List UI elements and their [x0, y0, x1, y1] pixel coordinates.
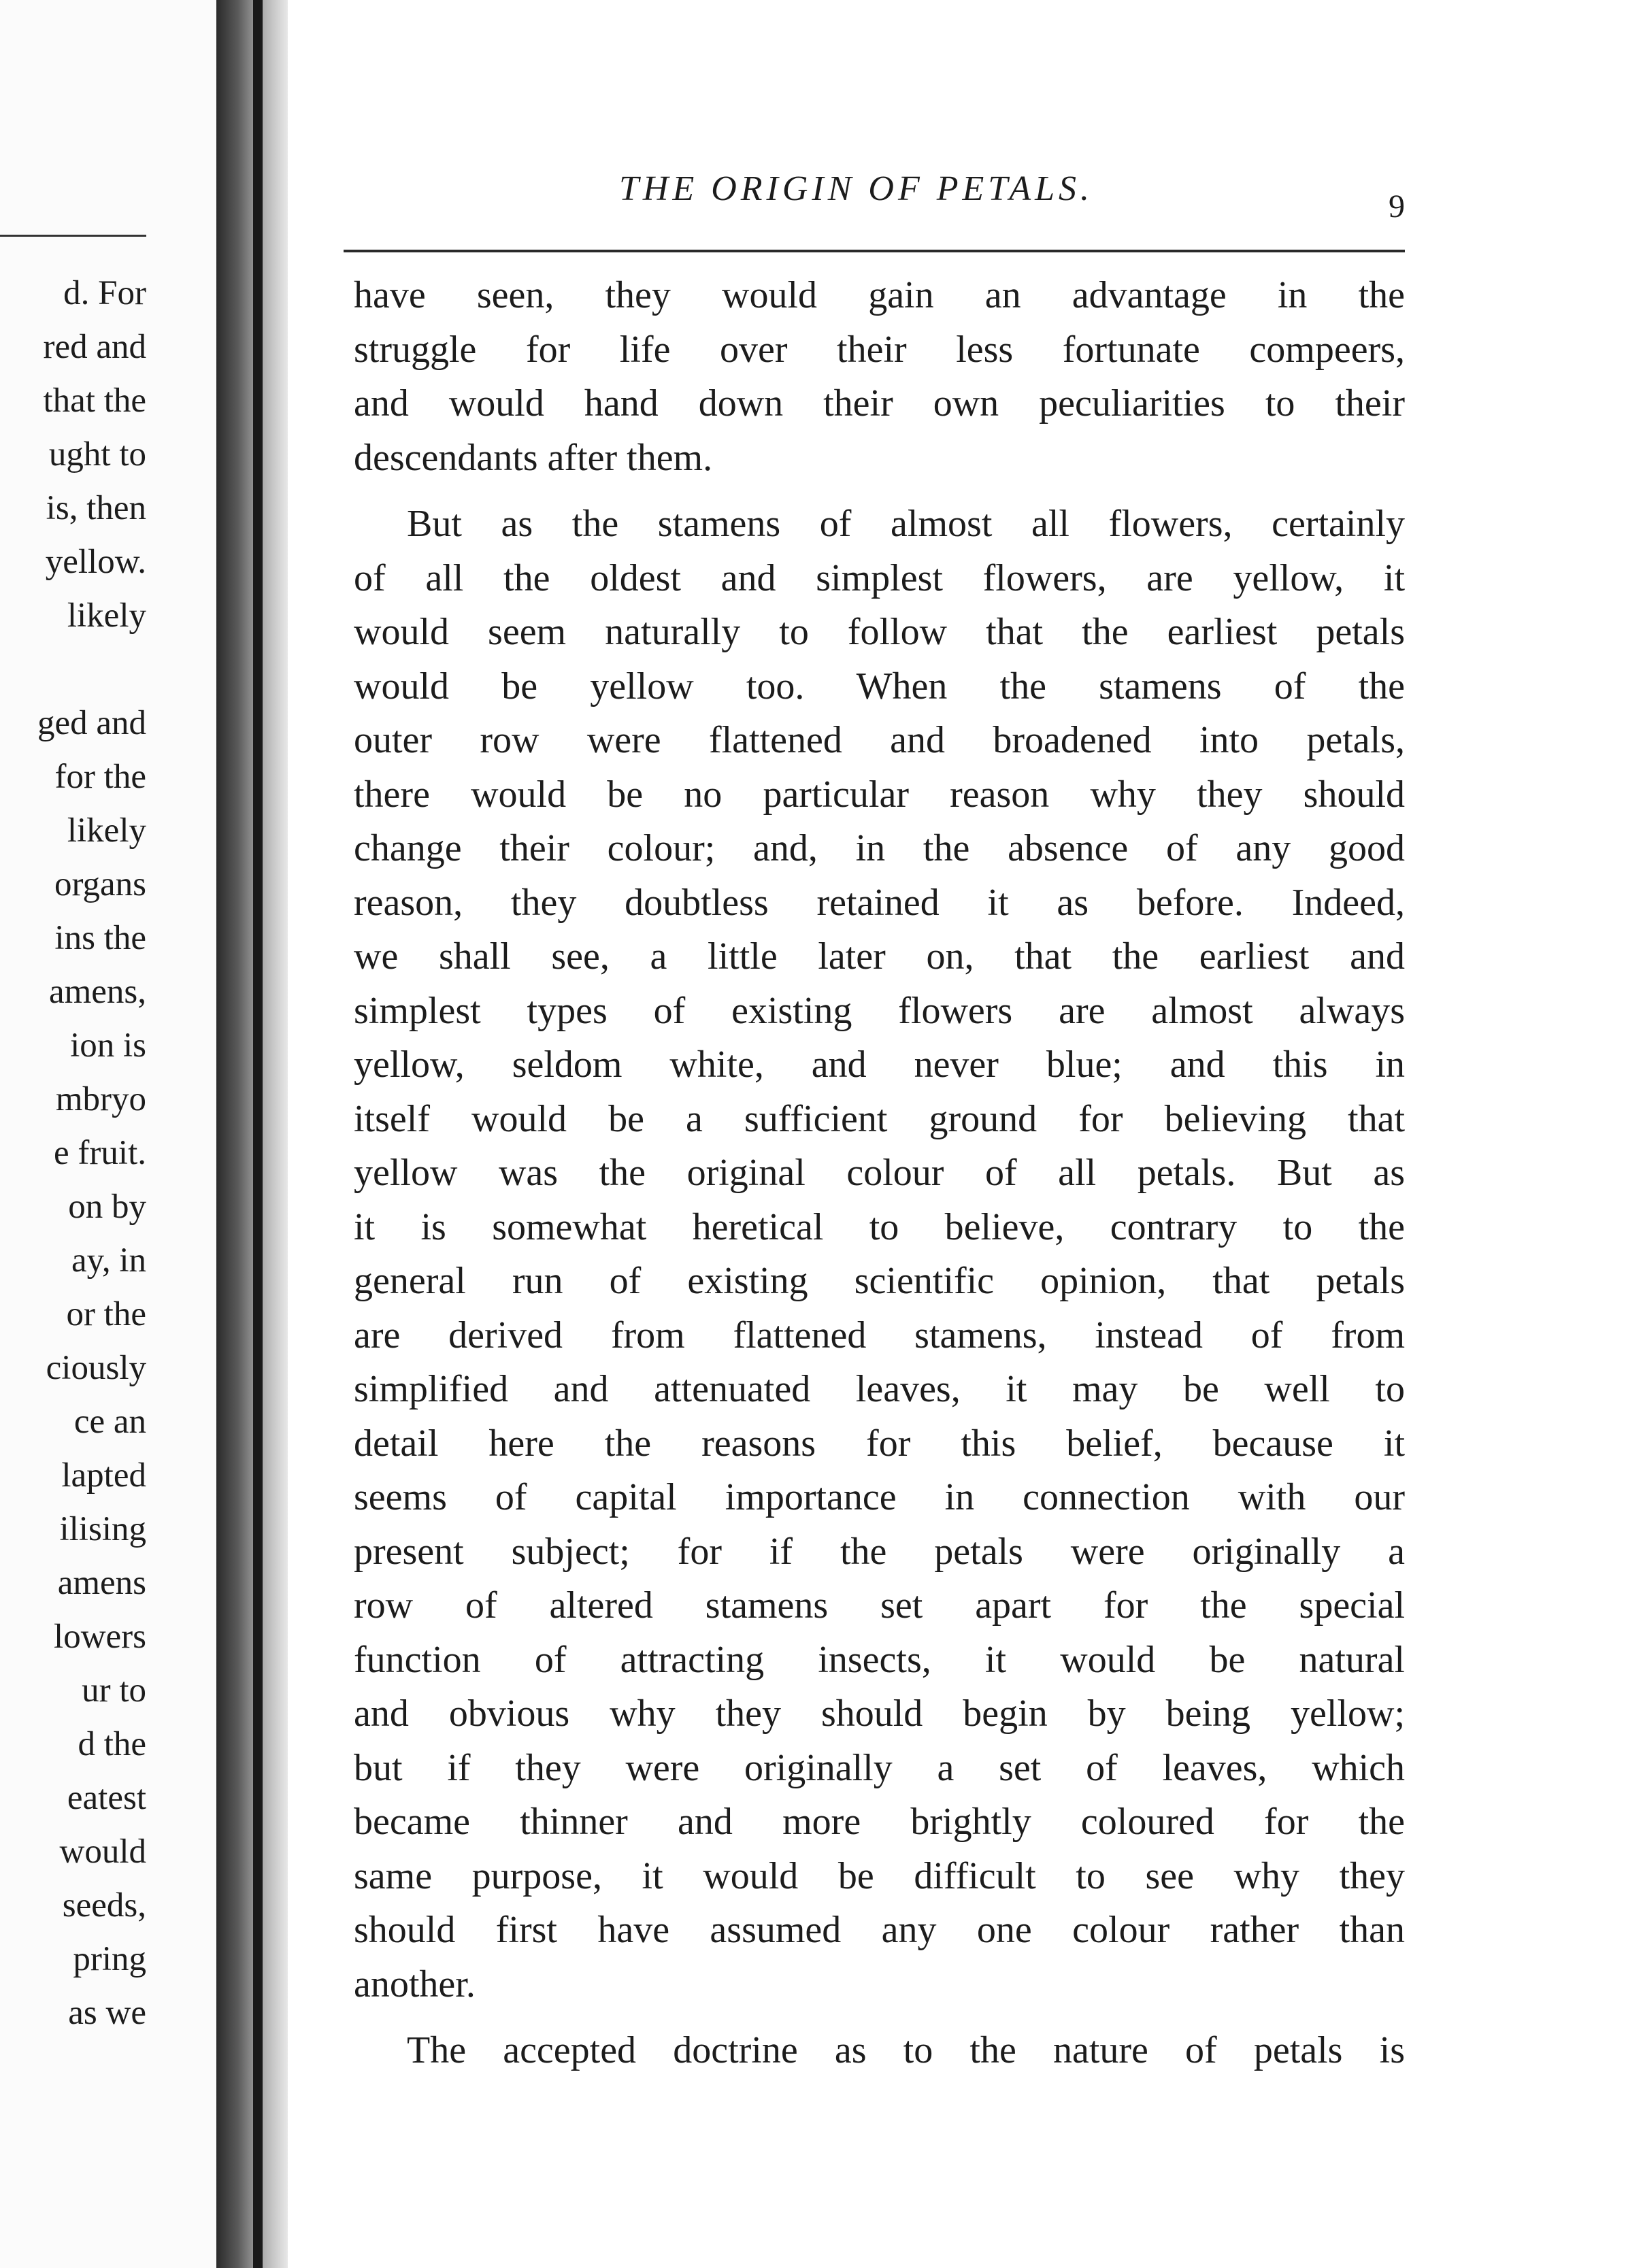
text-line: descendants after them. [354, 436, 713, 479]
text-line: should first have assumed any one colour rather than [354, 1909, 1405, 1951]
text-line: it is somewhat heretical to believe, contrary to the [354, 1205, 1405, 1248]
left-page-line: for the [54, 758, 146, 796]
left-page-line: d the [78, 1725, 146, 1763]
left-page-line: is, then [46, 489, 146, 527]
left-page-line: eatest [67, 1779, 146, 1817]
text-line: general run of existing scientific opinion, that petals [354, 1260, 1405, 1302]
left-page-line: ay, in [71, 1241, 146, 1280]
left-page-line [37, 643, 146, 697]
left-page-line: amens, [48, 973, 146, 1011]
page-header [333, 169, 1405, 223]
left-page-line: d. For [63, 274, 146, 312]
left-page-line: ilising [59, 1510, 146, 1548]
paragraph [354, 269, 1405, 485]
left-page-line: red and [43, 328, 146, 366]
left-page-line: ur to [82, 1671, 146, 1710]
left-page-line: yellow. [45, 543, 146, 581]
gutter-shadow [253, 0, 263, 2268]
left-page-line: e fruit. [54, 1134, 146, 1172]
left-page-line: pring [73, 1940, 146, 1978]
left-page-line: mbryo [55, 1080, 146, 1118]
left-page-line: on by [68, 1188, 146, 1226]
text-line: of all the oldest and simplest flowers, are yellow, it [354, 556, 1405, 599]
text-line: and would hand down their own peculiarities to their [354, 382, 1405, 424]
text-line: have seen, they would gain an advantage in the [354, 274, 1405, 316]
text-line: itself would be a sufficient ground for believing that [354, 1097, 1405, 1140]
text-line: same purpose, it would be difficult to see why they [354, 1854, 1405, 1897]
text-line: present subject; for if the petals were originally a [354, 1530, 1405, 1573]
text-line: But as the stamens of almost all flowers, certainly [407, 503, 1405, 545]
text-line: function of attracting insects, it would be natural [354, 1638, 1405, 1681]
left-page-line: or the [66, 1295, 146, 1333]
left-page-line: lowers [54, 1618, 146, 1656]
left-page-line: would [59, 1833, 146, 1871]
left-page-line: seeds, [62, 1886, 146, 1924]
text-line: but if they were originally a set of leaves, which [354, 1746, 1405, 1789]
left-page-text [37, 267, 146, 2040]
left-page-line: amens [57, 1564, 146, 1602]
text-line: outer row were flattened and broadened into petals, [354, 719, 1405, 761]
paragraph [354, 497, 1405, 2012]
body-text [354, 269, 1405, 2078]
left-page-line: organs [54, 865, 146, 903]
text-line: struggle for life over their less fortunate compeers, [354, 328, 1405, 371]
text-line: are derived from flattened stamens, instead of from [354, 1314, 1405, 1356]
text-line: became thinner and more brightly coloured for the [354, 1801, 1405, 1843]
left-page-line: ion is [70, 1027, 146, 1065]
running-title: THE ORIGIN OF PETALS. [619, 169, 1094, 208]
paragraph [354, 2024, 1405, 2078]
text-line: yellow was the original colour of all petals. But as [354, 1152, 1405, 1194]
text-line: seems of capital importance in connection with our [354, 1476, 1405, 1518]
left-page-rule [0, 235, 146, 237]
text-line: would seem naturally to follow that the earliest petals [354, 611, 1405, 653]
text-line: another. [354, 1963, 476, 2005]
text-line: simplified and attenuated leaves, it may be well to [354, 1368, 1405, 1410]
text-line: yellow, seldom white, and never blue; and this in [354, 1044, 1405, 1086]
text-line: would be yellow too. When the stamens of the [354, 665, 1405, 707]
left-page-line: ciously [46, 1349, 146, 1387]
left-page-line: ged and [37, 704, 146, 742]
text-line: simplest types of existing flowers are almost always [354, 989, 1405, 1032]
left-page-line: ins the [54, 919, 146, 957]
left-page-line: as we [68, 1994, 146, 2032]
left-page-line: that the [43, 382, 146, 420]
text-line: The accepted doctrine as to the nature of petals is [407, 2029, 1405, 2071]
left-page-line: likely [67, 812, 146, 850]
book-gutter [216, 0, 288, 2268]
text-line: detail here the reasons for this belief, because it [354, 1422, 1405, 1465]
text-line: we shall see, a little later on, that the earliest and [354, 935, 1405, 978]
left-page-line: likely [67, 597, 146, 635]
header-rule [344, 250, 1405, 252]
text-line: reason, they doubtless retained it as before. Indeed, [354, 881, 1405, 924]
page-number: 9 [1389, 188, 1405, 224]
text-line: change their colour; and, in the absence of any good [354, 827, 1405, 869]
text-line: row of altered stamens set apart for the special [354, 1584, 1405, 1627]
left-page-line: ce an [73, 1403, 146, 1441]
text-line: and obvious why they should begin by being yellow; [354, 1692, 1405, 1735]
left-page-line: ught to [48, 435, 146, 473]
text-line: there would be no particular reason why they should [354, 773, 1405, 816]
left-page-line: lapted [61, 1456, 146, 1495]
